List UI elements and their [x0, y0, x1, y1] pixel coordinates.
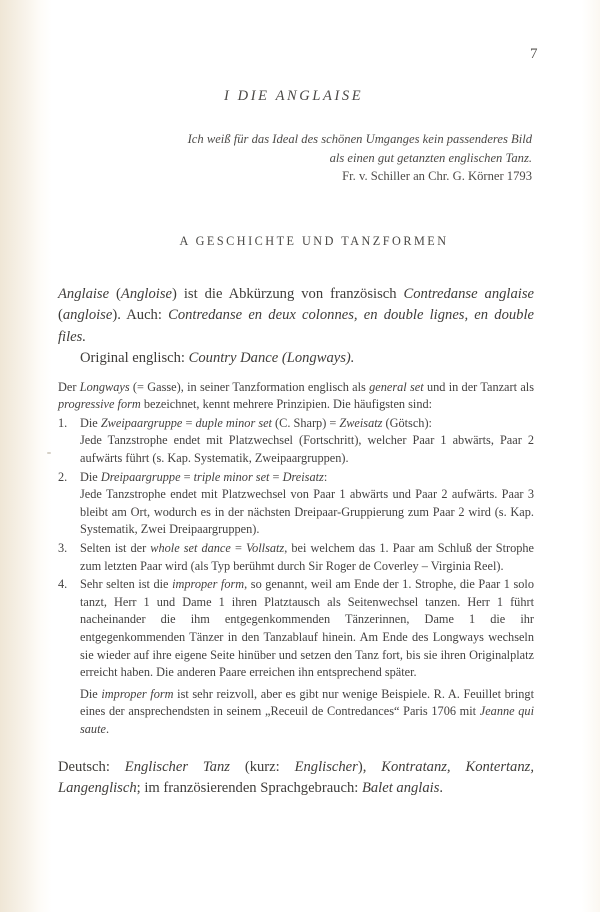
principle-heading: Die Dreipaargruppe = triple minor set = Dreisatz:	[80, 469, 328, 484]
list-item	[58, 469, 534, 539]
deutsch-paragraph: Deutsch: Englischer Tanz (kurz: Englischer), Kontratanz, Kontertanz, Langenglisch; im französierenden Sprachgebrauch: Balet anglais.	[58, 758, 534, 796]
principle-body: Jede Tanzstrophe endet mit Platzwechsel (Fortschritt), welcher Paar 1 abwärts, Paar 2 aufwärts führt (s. Kap. Systematik, Zweipaargruppen).	[80, 433, 534, 465]
epigraph-line-2: als einen gut getanzten englischen Tanz.	[329, 150, 532, 165]
main-text-block	[58, 284, 534, 799]
epigraph-line-1: Ich weiß für das Ideal des schönen Umganges kein passenderes Bild	[187, 132, 532, 146]
term-improper-form: improper form	[172, 577, 245, 592]
term-dreipaargruppe: Dreipaargruppe	[100, 469, 181, 484]
term-englischer-tanz: Englischer Tanz	[124, 758, 230, 775]
lead-paragraph-2: Original englisch: Country Dance (Longways).	[80, 350, 355, 367]
term-kontratanz: Kontratanz, Kontertanz, Langenglisch	[58, 758, 534, 796]
epigraph	[130, 130, 532, 186]
feuillet-paragraph: Die improper form ist sehr reizvoll, aber es gibt nur wenige Beispiele. R. A. Feuillet bringt eines der ansprechendsten in seinem „Receuil de Contredances“ Paris 1706 mit Jeanne qui saute.	[80, 686, 534, 736]
intro-term-progressive-form: progressive form	[58, 397, 141, 412]
list-item	[58, 540, 534, 575]
term-balet-anglais: Balet anglais	[361, 779, 440, 796]
intro-term-longways: Longways	[79, 379, 130, 394]
intro-term-general-set: general set	[369, 379, 424, 394]
list-marker: 2.	[58, 469, 68, 484]
term-jeanne-qui-saute: Jeanne qui saute	[80, 704, 534, 736]
term-duple-minor-set: duple minor set	[195, 415, 272, 430]
term-zweipaargruppe: Zweipaargruppe	[100, 415, 183, 430]
term-dreisatz: Dreisatz	[282, 469, 324, 484]
term-improper-form-2: improper form	[101, 686, 174, 701]
list-item	[58, 576, 534, 682]
lead-term-angloise-2: angloise	[62, 307, 113, 324]
term-triple-minor-set: triple minor set	[193, 469, 270, 484]
term-zweisatz: Zweisatz	[339, 415, 383, 430]
list-marker: 3.	[58, 540, 68, 555]
term-vollsatz: Vollsatz	[245, 540, 285, 555]
principles-list	[58, 415, 534, 682]
principle-body: Selten ist der whole set dance = Vollsatz, bei welchem das 1. Paar am Schluß der Strophe zum letzten Paar wird (als Typ berühmt durch Sir Roger de Coverley – Virginia Reel).	[80, 540, 535, 573]
principle-body: Jede Tanzstrophe endet mit Platzwechsel von Paar 1 abwärts und Paar 2 aufwärts. Paar 3 bleibt am Ort, wodurch es in der nächsten Dreipaar-Gruppierung zum Paar 2 wird (s. Kap. Systematik, Zwei Dreipaargruppen).	[80, 487, 534, 537]
epigraph-attribution: Fr. v. Schiller an Chr. G. Körner 1793	[342, 169, 532, 183]
list-marker: 4.	[58, 577, 68, 592]
principle-body: Sehr selten ist die improper form, so genannt, weil am Ende der 1. Strophe, die Paar 1 solo tanzt, Herr 1 und Dame 1 ihren Platztausch als Seitenwechsel tanzen. Herr 1 führt nacheinander die ihm entgegenkommenden Tänzerinnen, Dame 1 die ihr entgegenkommenden Tänzer in den Tanzablauf hinein. Am Ende des Longways wechseln sie wieder auf ihre eigene Seite hinüber und setzen den Tanz fort, bis sie ihren Originalplatz erreicht haben. Die anderen Paare erreichen ihn entsprechend später.	[80, 577, 534, 680]
lead-term-angloise: Angloise	[120, 286, 172, 302]
lead-term-country-dance: Country Dance (Longways).	[188, 350, 355, 367]
section-heading: A GESCHICHTE UND TANZFORMEN	[179, 234, 449, 248]
principle-heading: Die Zweipaargruppe = duple minor set (C. Sharp) = Zweisatz (Götsch):	[80, 415, 432, 430]
lead-term-contredanse-anglaise: Contredanse anglaise	[403, 286, 534, 302]
list-marker: 1.	[58, 415, 68, 430]
lead-paragraph-1: Anglaise (Angloise) ist die Abkürzung von französisch Contredanse anglaise (angloise). Auch: Contredanse en deux colonnes, en double lignes, en double files.	[58, 286, 534, 345]
list-item	[58, 415, 534, 468]
term-englischer: Englischer	[294, 758, 358, 775]
intro-paragraph: Der Longways (= Gasse), in seiner Tanzformation englisch als general set und in der Tanzart als progressive form bezeichnet, kennt mehrere Prinzipien. Die häufigsten sind:	[58, 379, 534, 412]
lead-term-colonnes: Contredanse en deux colonnes, en double lignes, en double files.	[58, 307, 534, 345]
lead-term-anglaise: Anglaise	[58, 286, 110, 302]
chapter-title: I DIE ANGLAISE	[224, 88, 364, 104]
term-whole-set-dance: whole set dance	[150, 540, 231, 555]
scan-speck	[47, 452, 51, 454]
page-number: 7	[530, 46, 538, 62]
